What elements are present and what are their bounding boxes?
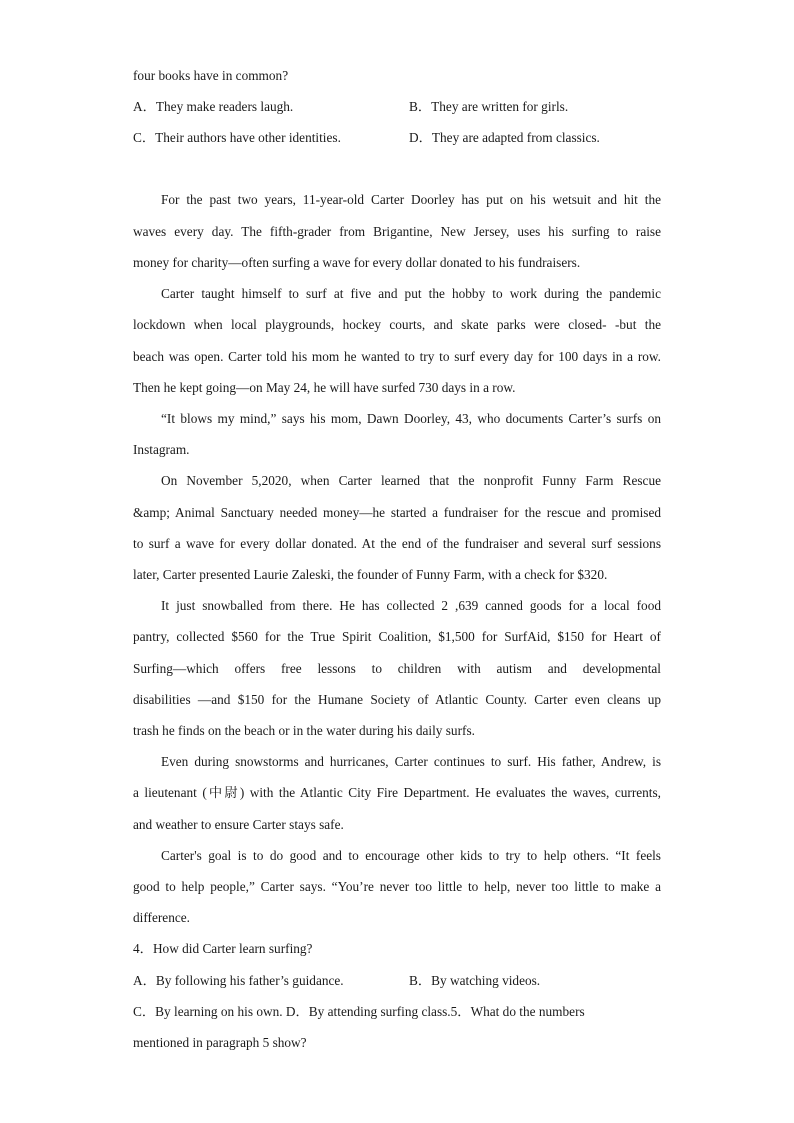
- question-5-stem-tail: mentioned in paragraph 5 show?: [133, 1035, 307, 1050]
- passage-line: a lieutenant (中尉) with the Atlantic City Fire Department. He evaluates the waves, currents,: [133, 785, 661, 800]
- question-3-option-a: A．They make readers laugh.: [133, 99, 294, 114]
- passage-line: Carter's goal is to do good and to encourage other kids to try to help others. “It feels: [161, 848, 661, 863]
- passage-line: Then he kept going—on May 24, he will have surfed 730 days in a row.: [133, 380, 516, 395]
- passage-line: beach was open. Carter told his mom he wanted to try to surf every day for 100 days in a row.: [133, 349, 661, 364]
- passage-line: later, Carter presented Laurie Zaleski, the founder of Funny Farm, with a check for $320.: [133, 567, 608, 582]
- passage-line: On November 5,2020, when Carter learned that the nonprofit Funny Farm Rescue: [161, 473, 661, 488]
- passage-line: &amp; Animal Sanctuary needed money—he started a fundraiser for the rescue and promised: [133, 505, 661, 520]
- question-4-option-b: B．By watching videos.: [409, 973, 541, 988]
- passage-line: Even during snowstorms and hurricanes, Carter continues to surf. His father, Andrew, is: [161, 754, 661, 769]
- passage-line: trash he finds on the beach or in the water during his daily surfs.: [133, 723, 475, 738]
- passage-line: “It blows my mind,” says his mom, Dawn Doorley, 43, who documents Carter’s surfs on: [161, 411, 661, 426]
- passage-line: to surf a wave for every dollar donated. At the end of the fundraiser and several surf sessions: [133, 536, 661, 551]
- passage-line: For the past two years, 11-year-old Carter Doorley has put on his wetsuit and hit the: [161, 192, 661, 207]
- question-3-option-c: C．Their authors have other identities.: [133, 130, 341, 145]
- passage-line: Carter taught himself to surf at five and put the hobby to work during the pandemic: [161, 286, 661, 301]
- question-4-option-a: A．By following his father’s guidance.: [133, 973, 344, 988]
- passage-line: difference.: [133, 910, 190, 925]
- passage-line: good to help people,” Carter says. “You’re never too little to help, never too little to make a: [133, 879, 661, 894]
- passage-line: and weather to ensure Carter stays safe.: [133, 817, 344, 832]
- passage-line: money for charity—often surfing a wave for every dollar donated to his fundraisers.: [133, 255, 581, 270]
- passage-line: pantry, collected $560 for the True Spirit Coalition, $1,500 for SurfAid, $150 for Heart of: [133, 629, 661, 644]
- question-3-option-d: D．They are adapted from classics.: [409, 130, 600, 145]
- passage-line: It just snowballed from there. He has collected 2 ,639 canned goods for a local food: [161, 598, 661, 613]
- passage-line: disabilities —and $150 for the Humane Society of Atlantic County. Carter even cleans up: [133, 692, 661, 707]
- question-3-stem-tail: four books have in common?: [133, 68, 289, 83]
- question-3-option-b: B．They are written for girls.: [409, 99, 569, 114]
- question-4-stem: 4．How did Carter learn surfing?: [133, 941, 313, 956]
- question-4-options-cd-and-question-5: C．By learning on his own. D．By attending surfing class.5．What do the numbers: [133, 1004, 585, 1019]
- passage-line: Instagram.: [133, 442, 190, 457]
- passage-line: lockdown when local playgrounds, hockey courts, and skate parks were closed- -but the: [133, 317, 661, 332]
- passage-line: Surfing—which offers free lessons to children with autism and developmental: [133, 661, 661, 676]
- passage-line: waves every day. The fifth-grader from Brigantine, New Jersey, uses his surfing to raise: [133, 224, 661, 239]
